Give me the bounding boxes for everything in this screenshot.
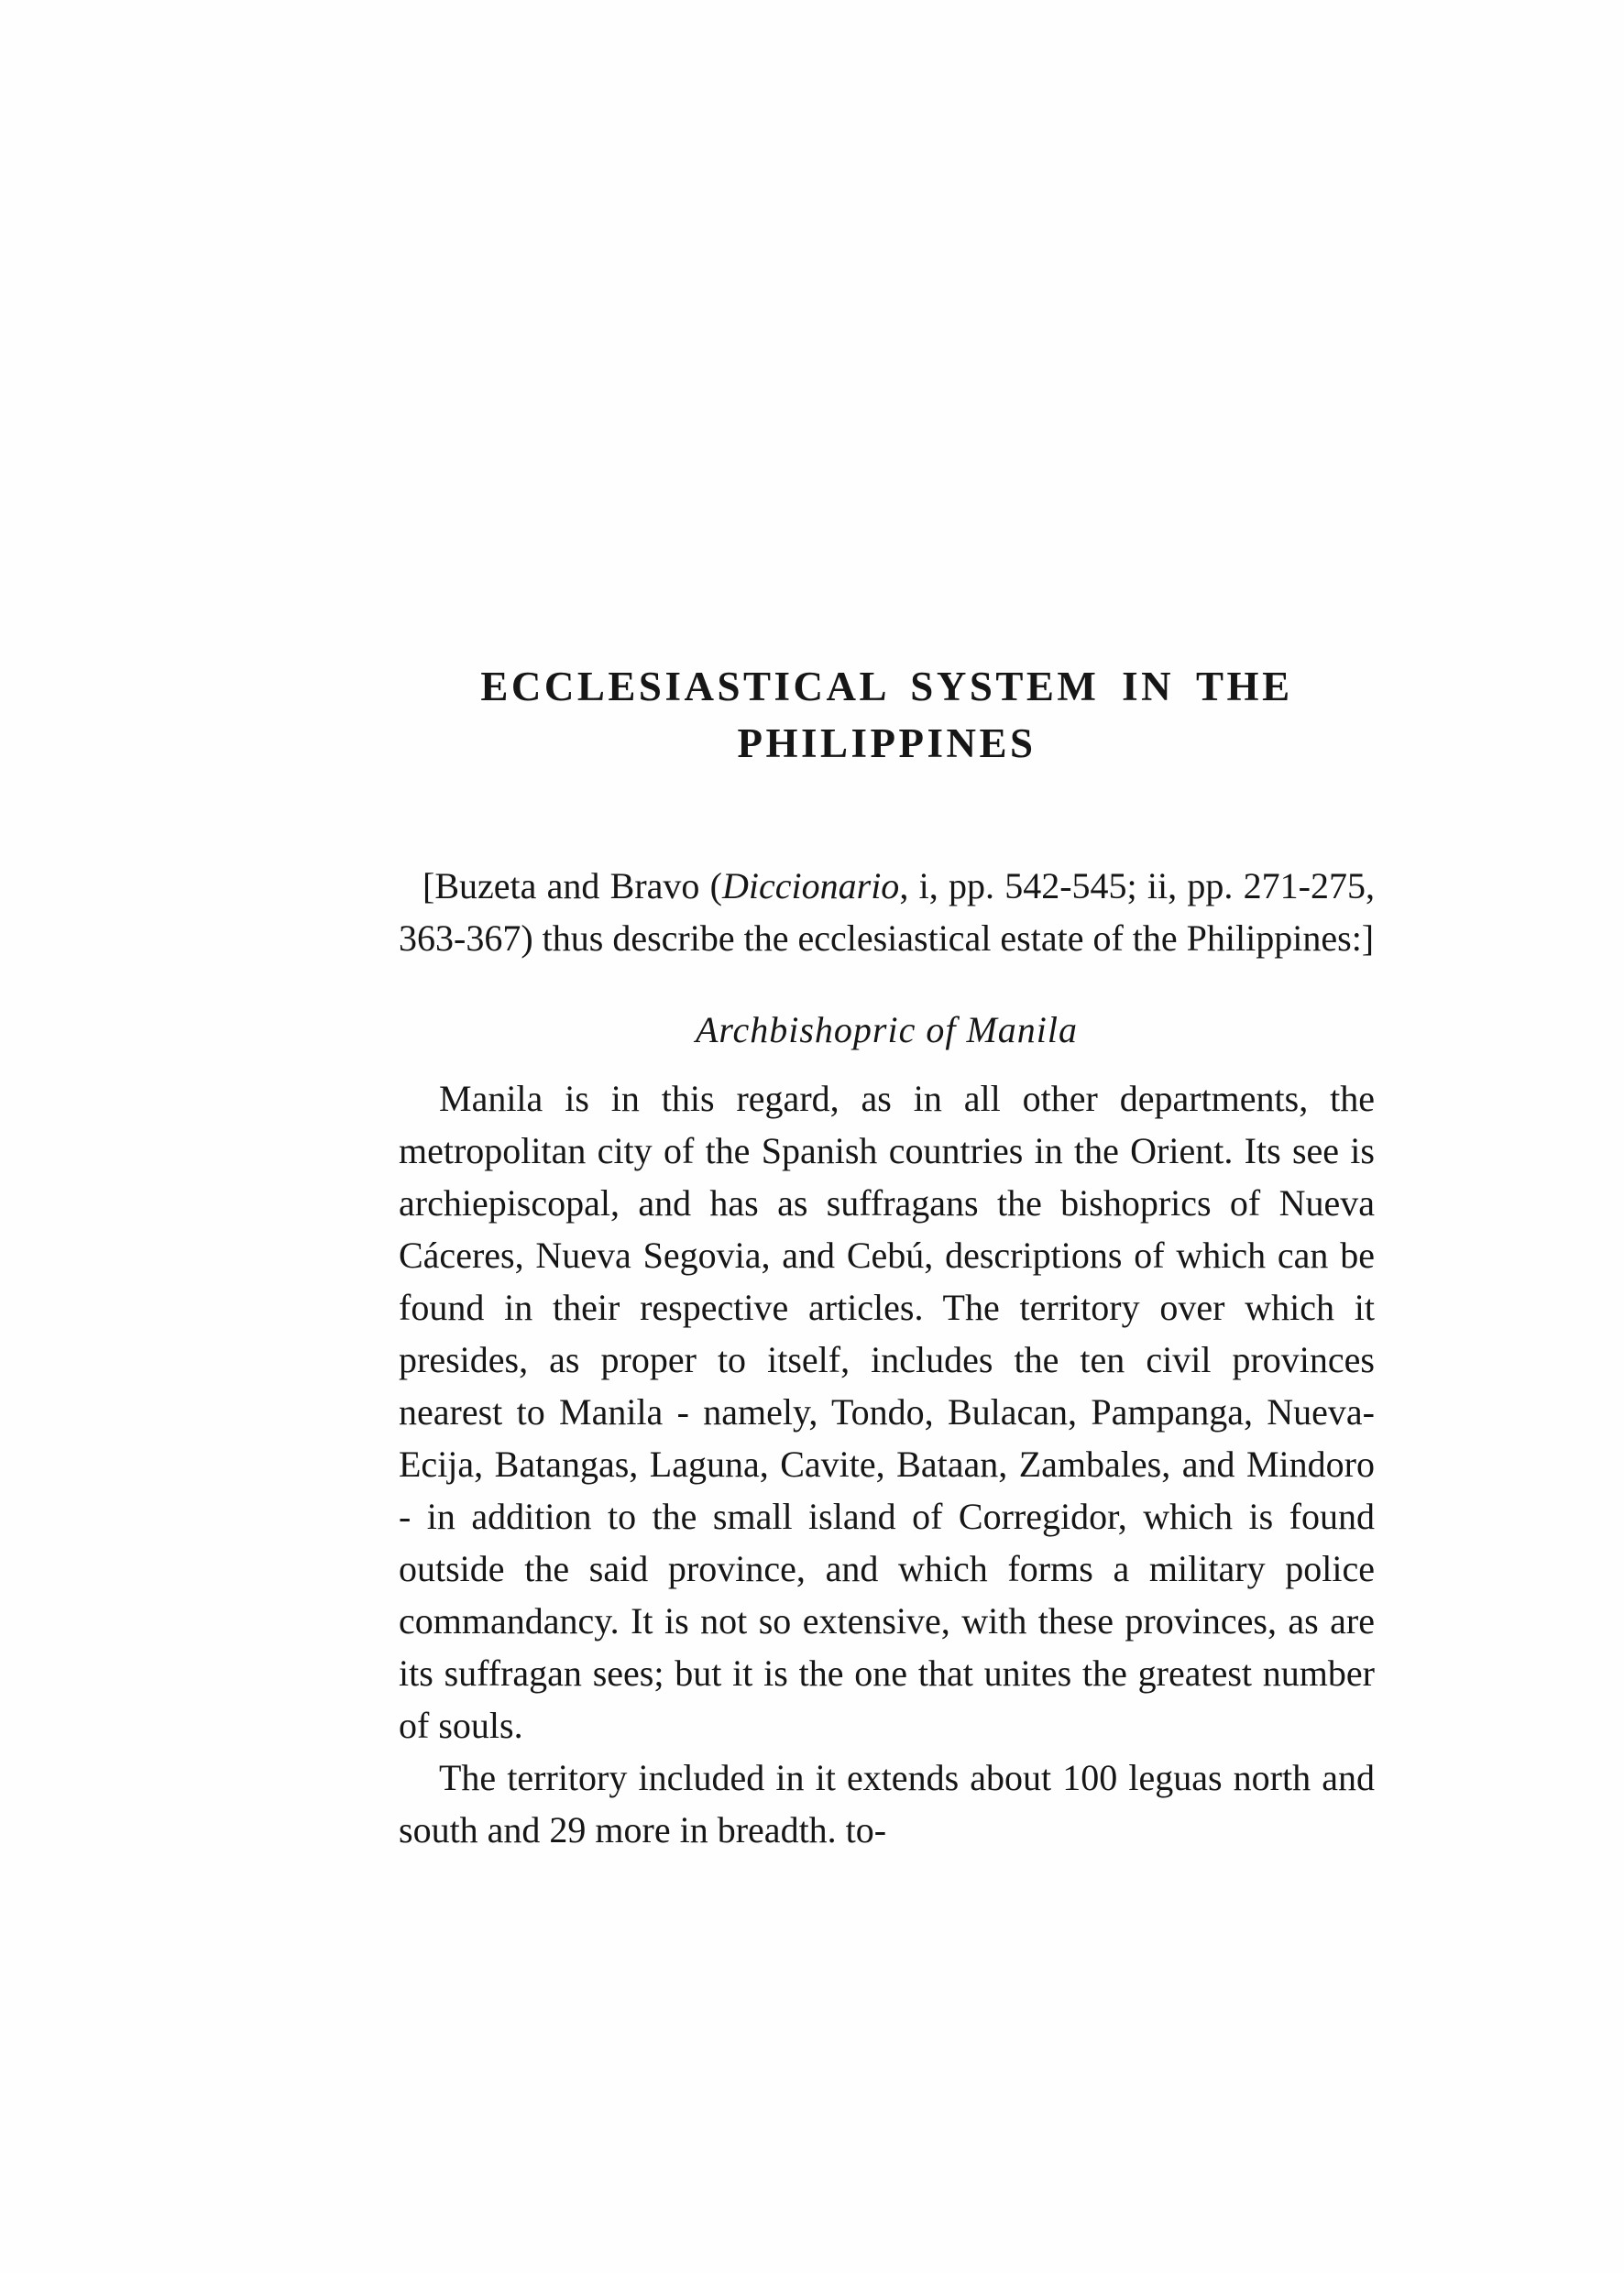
editorial-note-paragraph: [Buzeta and Bravo (Diccionario, i, pp. 542-545; ii, pp. 271-275, 363-367) thus describe the ecclesiastical estate of the Philippines:] <box>399 865 1375 959</box>
page-title <box>399 658 1375 772</box>
section-heading: Archbishopric of Manila <box>695 1009 1079 1050</box>
body-paragraph-1: Manila is in this regard, as in all other departments, the metropolitan city of the Spanish countries in the Orient. Its see is archiepiscopal, and has as suffragans the bishoprics of Nueva Cáceres, Nueva Segovia, and Cebú, descriptions of which can be found in their respective articles. The territory over which it presides, as proper to itself, includes the ten civil provinces nearest to Manila - namely, Tondo, Bulacan, Pampanga, Nueva-Ecija, Batangas, Laguna, Cavite, Bataan, Zambales, and Mindoro - in addition to the small island of Corregidor, which is found outside the said province, and which forms a military police commandancy. It is not so extensive, with these provinces, as are its suffragan sees; but it is the one that unites the greatest number of souls. <box>399 1078 1375 1746</box>
body-paragraph-2: The territory included in it extends about 100 leguas north and south and 29 more in breadth. to- <box>399 1757 1375 1850</box>
page-title-line-1: ECCLESIASTICAL SYSTEM IN THE <box>480 664 1293 709</box>
page-title-line-2: PHILIPPINES <box>737 720 1037 766</box>
book-page <box>399 658 1375 1856</box>
